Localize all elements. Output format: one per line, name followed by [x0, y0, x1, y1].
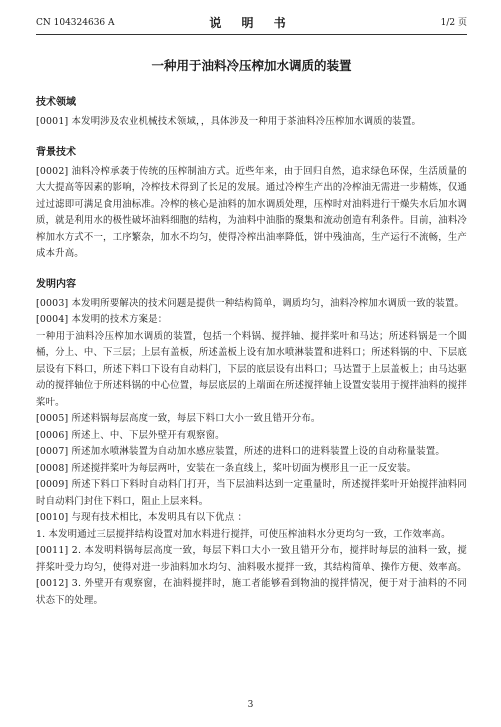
- section-heading: 技术领域: [36, 97, 76, 108]
- paragraph: [0007] 所述加水喷淋装置为自动加水感应装置，所述的进料口的进料装置上设的自动称量装置。: [36, 446, 445, 457]
- page-label: 1/2 页: [440, 18, 467, 28]
- paragraph: [0006] 所述上、中、下层外壁开有观察窗。: [36, 429, 225, 441]
- section-heading: 发明内容: [36, 278, 76, 290]
- paragraph: [0004] 本发明的技术方案是：: [36, 314, 168, 325]
- paragraph: [0002] 油料冷榨承袭于传统的压榨制油方式。近些年来，由于回归自然，追求绿色环保，生活质量的大大提高等因素的影响，冷榨技术得到了长足的发展。通过冷榨生产出的冷榨油无需进一步精炼，仅通过过滤即可满足食用油标准。冷榨的核心是油料的加水调质处理，压榨时对油料进行干燥失水后加水调质，就是利用水的极性破坏油料细胞的结构，为油料中油脂的聚集和流动创造有利条件。目前，油料冷榨加水方式不一，工序繁杂，加水不均匀，使得冷榨出油率降低，饼中残油高，生产运行不流畅，生产成本升高。: [36, 165, 467, 259]
- doc-number: CN 104324636 A: [36, 18, 115, 28]
- paragraph: [0003] 本发明所要解决的技术问题是提供一种结构简单，调质均匀，油料冷榨加水调质一致的装置。: [36, 297, 465, 309]
- page-header: [36, 15, 467, 31]
- paragraph: 1. 本发明通过三层搅拌结构设置对加水料进行搅拌，可使压榨油料水分更均匀一致，工作效率高。: [36, 528, 451, 540]
- paragraph: [0008] 所述搅拌桨叶为每层两叶，安装在一条直线上，桨叶切面为楔形且一正一反安装。: [36, 462, 417, 474]
- paragraph: [0012] 3. 外壁开有观察窗，在油料搅拌时，施工者能够看到物油的搅拌情况，便于对于油料的不同状态下的处理。: [36, 578, 467, 606]
- paragraph: [0005] 所述料锅每层高度一致，每层下料口大小一致且错开分布。: [36, 413, 321, 424]
- section-heading: 背景技术: [36, 146, 76, 158]
- paragraph: [0011] 2. 本发明料锅每层高度一致，每层下料口大小一致且错开分布，搅拌时每层的油料一致，搅拌桨叶受力均匀，使得对进一步油料加水均匀、油料吸水搅拌一致，其结构简单、操作方便、效率高。: [36, 545, 467, 573]
- paragraph: [0010] 与现有技术相比，本发明具有以下优点 ：: [36, 512, 248, 523]
- paragraph: 一种用于油料冷压榨加水调质的装置，包括一个料锅、搅拌轴、搅拌桨叶和马达；所述料锅是一个圆桶，分上、中、下三层；上层有盖板，所述盖板上设有加水喷淋装置和进料口；所述料锅的中、下层底层设有下料口，所述下料口下设有自动料门，下层的底层设有出料口；马达置于上层盖板上；由马达驱动的搅拌轴位于所述料锅的中心位置，每层底层的上端面在所述搅拌轴上设置安装用于搅拌油料的搅拌桨叶。: [36, 330, 467, 408]
- header-rule: [36, 34, 467, 35]
- doc-type: 说 明 书: [209, 16, 294, 30]
- paragraph: [0009] 所述下料口下料时自动料门打开，当下层油料达到一定重量时，所述搅拌桨叶开始搅拌油料同时自动料门封住下料口，阻止上层来料。: [36, 479, 467, 507]
- paragraph: [0001] 本发明涉及农业机械技术领域，，具体涉及一种用于茶油料冷压榨加水调质的装置。: [36, 116, 422, 127]
- page-number: 3: [247, 700, 254, 710]
- document-body: [36, 95, 467, 609]
- document-title: 一种用于油料冷压榨加水调质的装置: [151, 58, 352, 73]
